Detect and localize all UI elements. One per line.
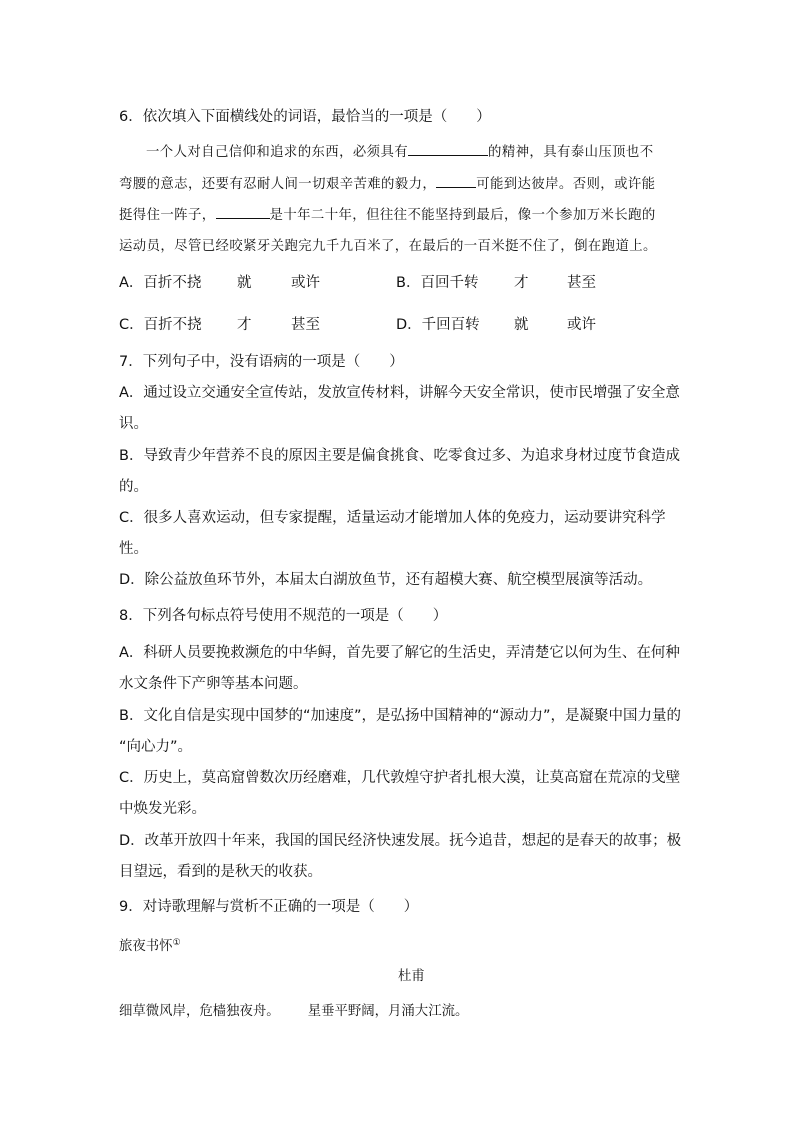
q6-options-row-2 <box>119 315 679 335</box>
q7-option-c-line-1: C．很多人喜欢运动，但专家提醒，适量运动才能增加人体的免疫力，运动要讲究科学 <box>119 510 666 526</box>
q8-option-c-line-1: C．历史上，莫高窟曾数次历经磨难，几代敦煌守护者扎根大漠，让莫高窟在荒凉的戈壁 <box>119 770 681 786</box>
q8-option-b-line-2: “向心力”。 <box>119 739 193 755</box>
question-8-stem: 8．下列各句标点符号使用不规范的一项是（ ） <box>119 608 448 624</box>
q6-blank-1 <box>408 143 488 156</box>
q6-blank-2 <box>436 175 476 188</box>
q8-option-d-line-2: 目望远，看到的是秋天的收获。 <box>119 864 322 880</box>
q6-options-row-1 <box>119 273 679 293</box>
q6-passage-line-4: 运动员，尽管已经咬紧牙关跑完九千九百米了，在最后的一百米挺不住了，倒在跑道上。 <box>119 239 657 254</box>
poem-title: 旅夜书怀① <box>119 938 181 954</box>
q8-option-a-line-1: A．科研人员要挽救濒危的中华鲟，首先要了解它的生活史，弄清楚它以何为生、在何种 <box>119 645 680 661</box>
q6-option-a-word-3: 或许 <box>291 275 320 291</box>
q6-option-c: C．百折不挠 <box>119 317 202 333</box>
q6-passage-line-3: 挺得住一阵子， 是十年二十年，但往往不能坚持到最后，像一个参加万米长跑的 <box>119 208 656 223</box>
q6-option-a-word-2: 就 <box>237 275 252 291</box>
q7-option-a-line-2: 识。 <box>119 416 148 432</box>
q6-option-d-word-2: 就 <box>514 317 529 333</box>
q6-option-d: D．千回百转 <box>396 317 480 333</box>
q6-option-c-word-3: 甚至 <box>291 317 320 333</box>
q6-option-d-word-3: 或许 <box>567 317 596 333</box>
q8-option-b-line-1: B．文化自信是实现中国梦的“加速度”，是弘扬中国精神的“源动力”，是凝聚中国力量的 <box>119 708 681 724</box>
q6-passage-line-1: 一个人对自己信仰和追求的东西，必须具有 的精神，具有泰山压顶也不 <box>146 145 654 160</box>
q7-option-d-line-1: D．除公益放鱼环节外，本届太白湖放鱼节，还有超模大赛、航空模型展演等活动。 <box>119 572 653 588</box>
poem-line-1: 细草微风岸，危樯独夜舟。 星垂平野阔，月涌大江流。 <box>119 1004 469 1019</box>
q6-option-b: B．百回千转 <box>396 275 479 291</box>
q6-option-c-word-2: 才 <box>237 317 252 333</box>
q8-option-d-line-1: D．改革开放四十年来，我国的国民经济快速发展。抚今追昔，想起的是春天的故事；极 <box>119 833 682 849</box>
q6-passage-line-2: 弯腰的意志，还要有忍耐人间一切艰辛苦难的毅力， 可能到达彼岸。否则，或许能 <box>119 177 656 192</box>
q7-option-a-line-1: A．通过设立交通安全宣传站，发放宣传材料，讲解今天安全常识，使市民增强了安全意 <box>119 385 680 401</box>
q7-option-c-line-2: 性。 <box>119 541 148 557</box>
question-6-stem: 6．依次填入下面横线处的词语，最恰当的一项是（ ） <box>119 109 491 125</box>
poem-author: 杜甫 <box>398 969 425 984</box>
q7-option-b-line-2: 的。 <box>119 479 148 495</box>
q7-option-b-line-1: B．导致青少年营养不良的原因主要是偏食挑食、吃零食过多、为追求身材过度节食造成 <box>119 448 680 464</box>
q6-option-b-word-3: 甚至 <box>567 275 596 291</box>
question-7-stem: 7．下列句子中，没有语病的一项是（ ） <box>119 354 404 370</box>
q6-option-b-word-2: 才 <box>514 275 529 291</box>
q6-blank-3 <box>216 206 270 219</box>
question-9-stem: 9．对诗歌理解与赏析不正确的一项是（ ） <box>119 899 419 915</box>
q8-option-a-line-2: 水文条件下产卵等基本问题。 <box>119 676 308 692</box>
q6-option-a: A．百折不挠 <box>119 275 202 291</box>
poem-footnote-marker: ① <box>172 938 181 948</box>
q8-option-c-line-2: 中焕发光彩。 <box>119 801 206 817</box>
